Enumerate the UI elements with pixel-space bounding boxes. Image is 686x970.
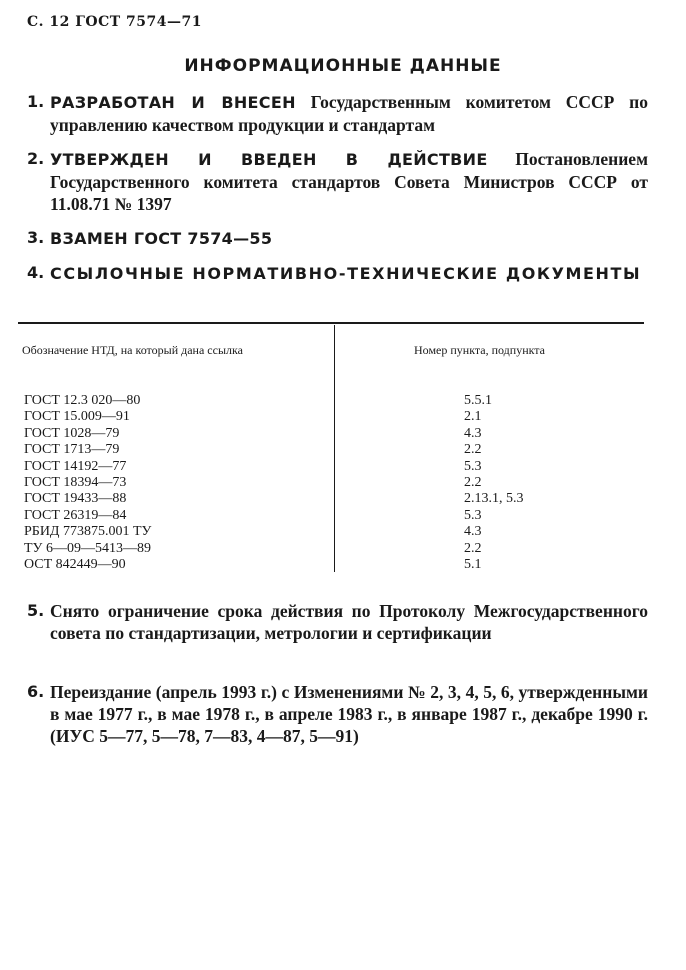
item-number: 4.	[27, 263, 45, 282]
info-item-3	[27, 227, 648, 250]
clause-number: 2.1	[464, 409, 482, 425]
table-row	[0, 393, 686, 409]
item-text: Переиздание (апрель 1993 г.) с Изменениями № 2, 3, 4, 5, 6, утвержденными в мае 1977 г., в мае 1978 г., в апреле 1983 г., в январе 1987 г., декабре 1990 г. (ИУС 5—77, 5—78, 7—83, 4—87, 5—91)	[50, 682, 648, 746]
item-number: 2.	[27, 149, 45, 168]
table-header-clause: Номер пункта, подпункта	[414, 343, 546, 357]
item-lead: ВЗАМЕН ГОСТ 7574—55	[50, 229, 273, 248]
clause-number: 2.2	[464, 540, 482, 556]
table-row	[0, 426, 686, 442]
item-text: Постановлением Государственного комитета стандартов Совета Министров СССР от 11.08.71 № 1397	[50, 149, 648, 214]
reference-document: ОСТ 842449—90	[24, 556, 126, 572]
clause-number: 5.1	[464, 556, 482, 572]
table-header-document: Обозначение НТД, на который дана ссылка	[22, 343, 243, 357]
table-top-rule	[18, 322, 644, 324]
reference-document: ТУ 6—09—5413—89	[24, 540, 151, 556]
clause-number: 2.2	[464, 474, 482, 490]
item-text: Снято ограничение срока действия по Протоколу Межгосударственного совета по стандартизации, метрологии и сертификации	[50, 601, 648, 643]
item-number: 3.	[27, 228, 45, 247]
item-number: 6.	[27, 682, 45, 701]
item-text: Государственным комитетом СССР по управлению качеством продукции и стандартам	[50, 92, 648, 135]
table-row	[0, 557, 686, 573]
document-title: ИНФОРМАЦИОННЫЕ ДАННЫЕ	[184, 56, 502, 76]
clause-number: 4.3	[464, 524, 482, 540]
item-number: 1.	[27, 92, 45, 111]
clause-number: 2.2	[464, 442, 482, 458]
item-lead: ССЫЛОЧНЫЕ НОРМАТИВНО-ТЕХНИЧЕСКИЕ ДОКУМЕНТЫ	[50, 264, 642, 283]
reference-document: ГОСТ 26319—84	[24, 507, 127, 523]
clause-number: 4.3	[464, 425, 482, 441]
table-row	[0, 442, 686, 458]
page-header: С. 12 ГОСТ 7574—71	[27, 14, 202, 30]
table-row	[0, 508, 686, 524]
clause-number: 2.13.1, 5.3	[464, 491, 524, 507]
table-row	[0, 541, 686, 557]
clause-number: 5.3	[464, 507, 482, 523]
info-item-6	[27, 681, 648, 747]
reference-document: ГОСТ 1028—79	[24, 425, 120, 441]
table-row	[0, 491, 686, 507]
table-row	[0, 409, 686, 425]
info-item-1	[27, 91, 648, 136]
table-row	[0, 524, 686, 540]
reference-document: ГОСТ 15.009—91	[24, 409, 130, 425]
table-row	[0, 459, 686, 475]
table-body	[0, 393, 686, 573]
item-number: 5.	[27, 601, 45, 620]
info-item-2	[27, 148, 648, 215]
item-lead: УТВЕРЖДЕН И ВВЕДЕН В ДЕЙСТВИЕ	[50, 150, 488, 169]
clause-number: 5.3	[464, 458, 482, 474]
reference-document: ГОСТ 1713—79	[24, 442, 120, 458]
table-row	[0, 475, 686, 491]
info-item-5	[27, 600, 648, 644]
reference-document: РБИД 773875.001 ТУ	[24, 524, 152, 540]
info-item-4	[27, 262, 648, 285]
reference-document: ГОСТ 14192—77	[24, 458, 127, 474]
clause-number: 5.5.1	[464, 393, 492, 408]
item-lead: РАЗРАБОТАН И ВНЕСЕН	[50, 93, 296, 112]
reference-document: ГОСТ 12.3 020—80	[24, 393, 141, 408]
reference-document: ГОСТ 19433—88	[24, 491, 127, 507]
reference-document: ГОСТ 18394—73	[24, 474, 127, 490]
